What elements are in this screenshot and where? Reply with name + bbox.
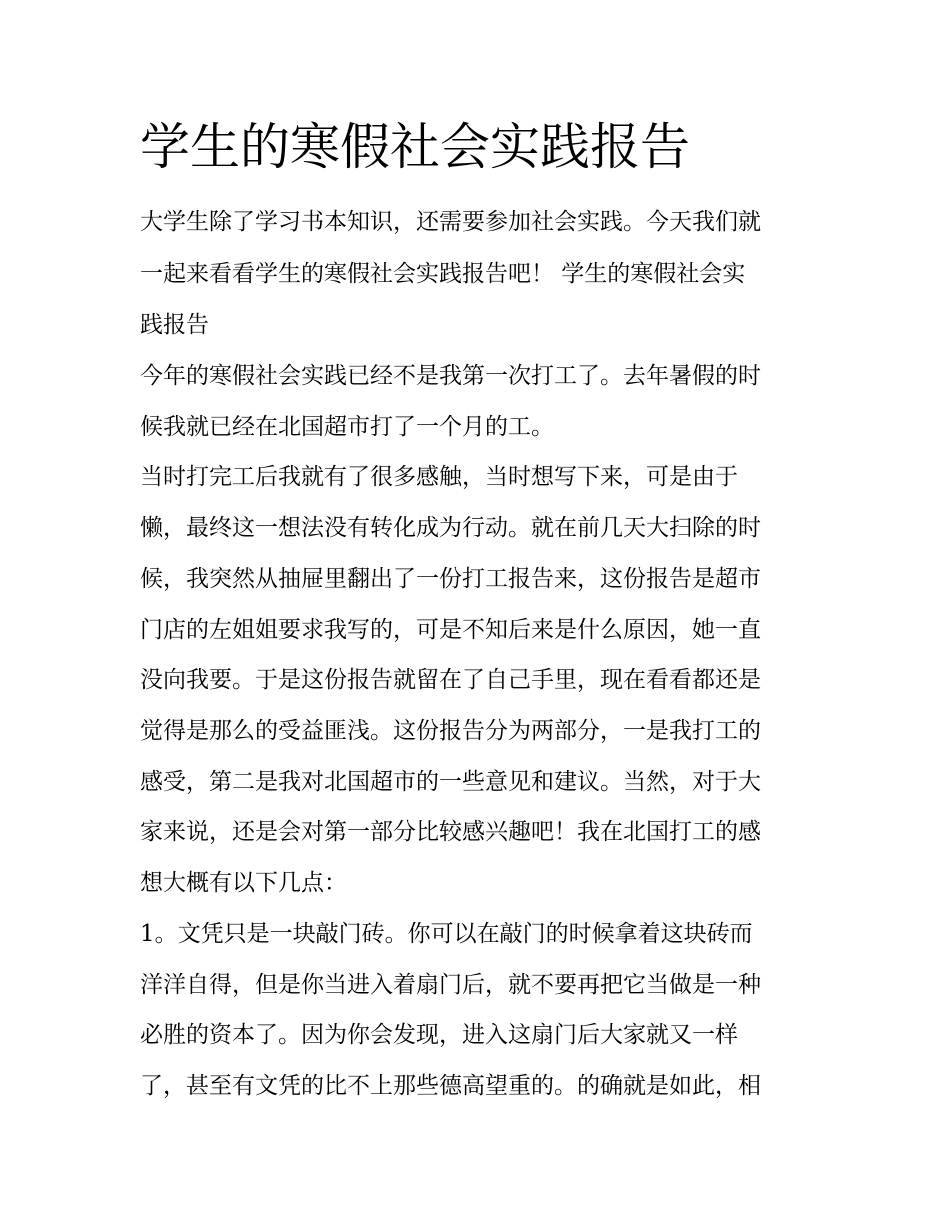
body-line: 必胜的资本了。因为你会发现，进入这扇门后大家就又一样 — [140, 1022, 738, 1048]
body-line: 感受，第二是我对北国超市的一些意见和建议。当然，对于大 — [140, 769, 761, 795]
body-line: 懒，最终这一想法没有转化成为行动。就在前几天大扫除的时 — [140, 515, 761, 541]
body-line: 候，我突然从抽屉里翻出了一份打工报告来，这份报告是超市 — [140, 566, 761, 592]
body-line: 门店的左姐姐要求我写的，可是不知后来是什么原因，她一直 — [140, 617, 761, 643]
body-line: 1。文凭只是一块敲门砖。你可以在敲门的时候拿着这块砖而 — [140, 921, 753, 947]
body-line: 践报告 — [140, 312, 209, 338]
document-title: 学生的寒假社会实践报告 — [140, 118, 690, 176]
body-line: 了，甚至有文凭的比不上那些德高望重的。的确就是如此，相 — [140, 1073, 761, 1099]
body-line: 觉得是那么的受益匪浅。这份报告分为两部分，一是我打工的 — [140, 718, 761, 744]
body-line: 没向我要。于是这份报告就留在了自己手里，现在看看都还是 — [140, 667, 761, 693]
body-line: 洋洋自得，但是你当进入着扇门后，就不要再把它当做是一种 — [140, 972, 761, 998]
body-line: 一起来看看学生的寒假社会实践报告吧！ 学生的寒假社会实 — [140, 261, 746, 287]
body-line: 今年的寒假社会实践已经不是我第一次打工了。去年暑假的时 — [140, 363, 761, 389]
body-line: 家来说，还是会对第一部分比较感兴趣吧！我在北国打工的感 — [140, 819, 761, 845]
body-line: 想大概有以下几点： — [140, 870, 347, 896]
body-line: 当时打完工后我就有了很多感触，当时想写下来，可是由于 — [140, 464, 738, 490]
body-line: 大学生除了学习书本知识，还需要参加社会实践。今天我们就 — [140, 209, 761, 235]
body-line: 候我就已经在北国超市打了一个月的工。 — [140, 414, 554, 440]
